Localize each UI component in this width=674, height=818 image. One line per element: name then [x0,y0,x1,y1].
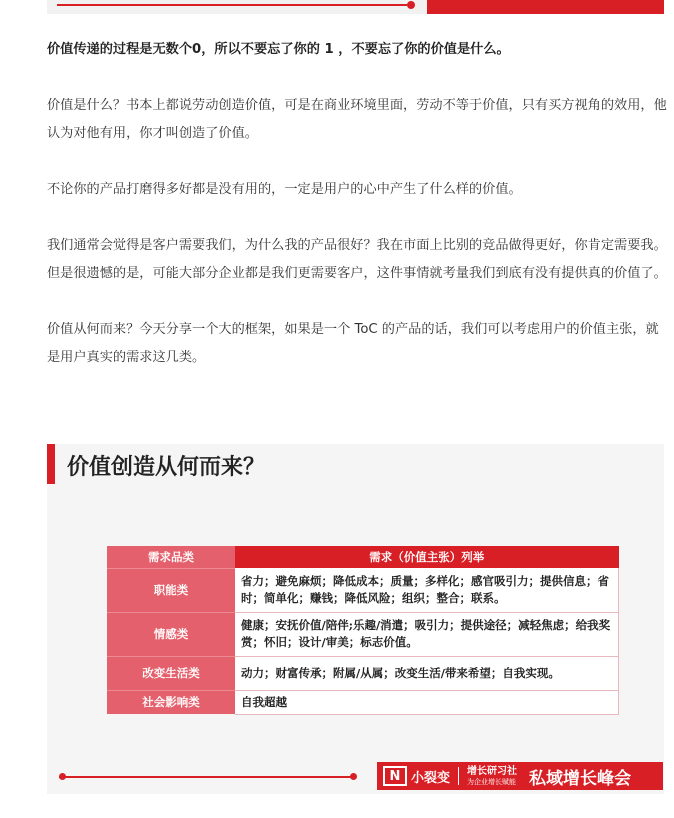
row-needs: 自我超越 [235,690,619,714]
banner-line [59,776,355,778]
brand-n-icon: N [383,766,407,786]
paragraph-3: 不论你的产品打磨得多好都是没有用的，一定是用户的心中产生了什么样的价值。 [47,182,522,197]
banner-dot [59,773,66,780]
bottom-banner-decoration [47,758,664,794]
brand-org [467,766,517,787]
row-needs: 动力；财富传承；附属/从属；改变生活/带来希望；自我实现。 [235,656,619,690]
title-accent-bar [47,444,55,484]
table-row [107,568,619,612]
brand-slogan: 私域增长峰会 [529,768,632,789]
framework-title: 价值创造从何而来？ [67,454,266,480]
org-tagline: 为企业增长赋能 [467,777,517,786]
table-row [107,690,619,714]
row-needs: 健康；安抚价值/陪伴;乐趣/消遣；吸引力；提供途径；减轻焦虑；给我奖赏；怀旧；设计/审美；标志价值。 [235,612,619,656]
paragraph-1: 价值传递的过程是无数个0，所以不要忘了你的 1 ，不要忘了你的价值是什么。 [47,42,510,57]
org-name: 增长研习社 [467,765,518,777]
top-banner-decoration [47,0,664,14]
row-category: 职能类 [107,568,235,612]
table-row [107,656,619,690]
banner-dot [407,1,415,9]
brand-name: 小裂变 [411,770,451,786]
banner-dot [350,773,357,780]
needs-table [107,546,619,715]
brand-divider [458,767,459,785]
paragraph-5: 价值从何而来？今天分享一个大的框架，如果是一个 ToC 的产品的话，我们可以考虑用户的价值主张，就是用户真实的需求这几类。 [47,322,659,365]
paragraph-2: 价值是什么？书本上都说劳动创造价值，可是在商业环境里面，劳动不等于价值，只有买方视角的效用，他认为对他有用，你才叫创造了价值。 [47,98,667,141]
header-needs: 需求（价值主张）列举 [235,546,619,568]
table-row [107,612,619,656]
row-category: 情感类 [107,612,235,656]
article-body [47,36,667,400]
row-category: 社会影响类 [107,690,235,714]
paragraph-4: 我们通常会觉得是客户需要我们，为什么我的产品很好？我在市面上比别的竞品做得更好，你肯定需要我。但是很遗憾的是，可能大部分企业都是我们更需要客户，这件事情就考量我们到底有没有提供真的价值了。 [47,238,667,281]
row-category: 改变生活类 [107,656,235,690]
brand-logo [377,762,663,790]
row-needs: 省力；避免麻烦；降低成本；质量；多样化；感官吸引力；提供信息；省时；简单化；赚钱；降低风险；组织；整合；联系。 [235,568,619,612]
top-brand-logo [427,0,664,14]
header-category: 需求品类 [107,546,235,568]
framework-image [47,444,664,794]
banner-line [57,4,407,6]
